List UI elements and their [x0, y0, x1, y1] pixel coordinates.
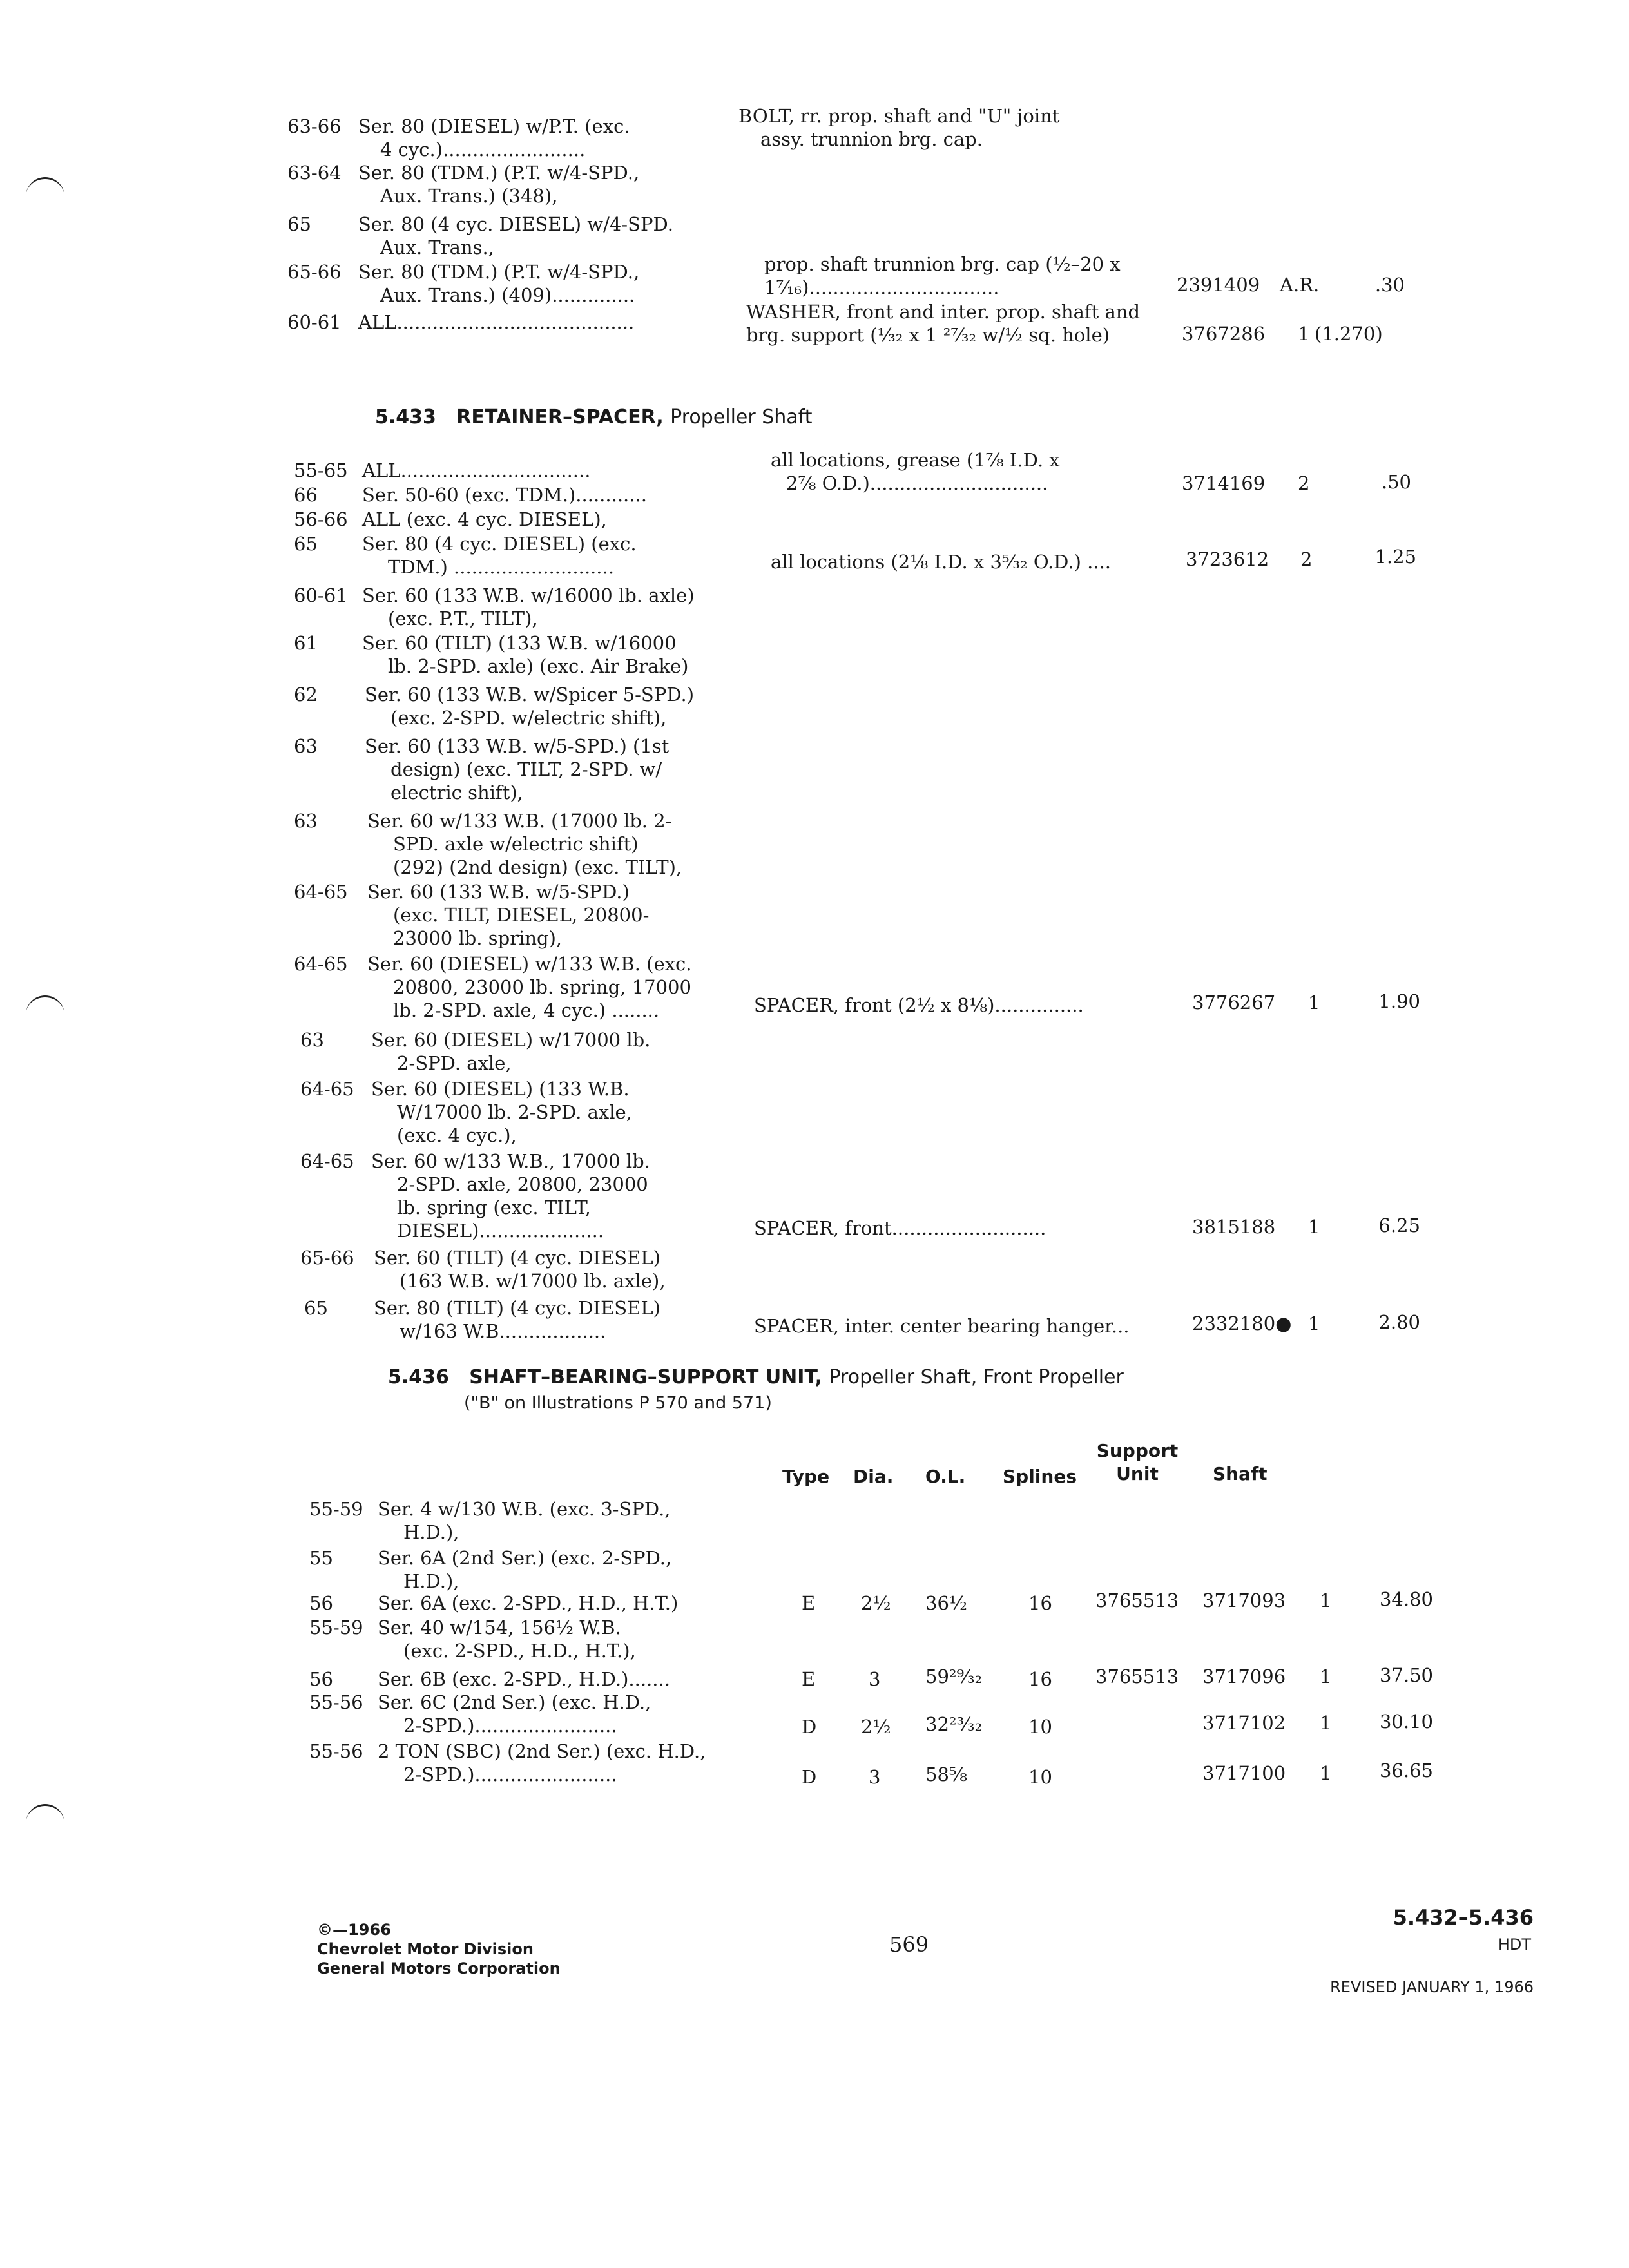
year-label: 63	[294, 735, 318, 757]
column-header-ol: O.L.	[925, 1466, 966, 1487]
quantity: 1	[1320, 1666, 1332, 1687]
year-label: 56	[309, 1592, 333, 1614]
page-number: 569	[889, 1932, 929, 1957]
part-description: WASHER, front and inter. prop. shaft and brg. support (¹⁄₃₂ x 1 ²⁷⁄₃₂ w/½ sq. hole)	[746, 301, 1141, 346]
column-header-shaft: Shaft	[1213, 1463, 1268, 1485]
shaft-value: 3717100	[1202, 1762, 1286, 1784]
application-text: Ser. 60 (133 W.B. w/Spicer 5-SPD.) (exc. 2-SPD. w/electric shift),	[365, 684, 695, 729]
year-label: 55-56	[309, 1740, 363, 1762]
price: (1.270)	[1315, 323, 1383, 345]
price: .30	[1374, 274, 1405, 296]
shaft-value: 3717096	[1202, 1666, 1286, 1687]
year-label: 63-66	[287, 115, 342, 137]
splines-value: 10	[1028, 1716, 1052, 1738]
quantity: 1	[1320, 1712, 1332, 1734]
part-description: SPACER, front (2½ x 8⅛)...............	[754, 994, 1084, 1016]
year-label: 63	[294, 810, 318, 832]
part-description: SPACER, inter. center bearing hanger...	[754, 1315, 1130, 1337]
price: 30.10	[1379, 1711, 1433, 1733]
part-description: prop. shaft trunnion brg. cap (½–20 x 1⁷⁄₁₆)................................	[764, 253, 1121, 298]
price: .50	[1381, 471, 1411, 493]
year-label: 65-66	[287, 261, 342, 283]
part-number: 2332180●	[1192, 1312, 1292, 1334]
application-text: Ser. 60 (TILT) (133 W.B. w/16000 lb. 2-SPD. axle) (exc. Air Brake)	[362, 632, 689, 677]
application-text: Ser. 80 (4 cyc. DIESEL) w/4-SPD. Aux. Trans.,	[358, 213, 673, 258]
year-label: 62	[294, 684, 318, 706]
section-subheading: ("B" on Illustrations P 570 and 571)	[464, 1393, 772, 1413]
ol-value: 32²³⁄₃₂	[925, 1713, 983, 1735]
catalog-code: HDT	[1498, 1936, 1531, 1954]
quantity: 1	[1308, 1216, 1320, 1238]
quantity: 1	[1320, 1762, 1332, 1784]
application-text: Ser. 60 (133 W.B. w/5-SPD.) (1st design) (exc. TILT, 2-SPD. w/ electric shift),	[365, 735, 670, 803]
application-text: Ser. 80 (TILT) (4 cyc. DIESEL) w/163 W.B..................	[374, 1297, 660, 1342]
application-text: Ser. 60 (133 W.B. w/5-SPD.) (exc. TILT, DIESEL, 20800- 23000 lb. spring),	[367, 881, 650, 949]
year-label: 56	[309, 1668, 333, 1690]
column-header-type: Type	[782, 1466, 830, 1487]
section-heading: 5.436 SHAFT–BEARING–SUPPORT UNIT, Propeller Shaft, Front Propeller	[388, 1366, 1124, 1389]
year-label: 64-65	[294, 953, 348, 975]
application-text: ALL................................	[362, 459, 591, 481]
shaft-value: 3717102	[1202, 1712, 1286, 1734]
price: 6.25	[1378, 1215, 1420, 1236]
quantity: 1	[1308, 992, 1320, 1014]
type-value: D	[802, 1766, 817, 1788]
year-label: 61	[294, 632, 318, 654]
year-label: 60-61	[294, 584, 348, 606]
quantity: 1	[1298, 323, 1310, 345]
application-text: Ser. 6C (2nd Ser.) (exc. H.D., 2-SPD.)........................	[378, 1691, 651, 1736]
part-number: 3723612	[1186, 548, 1269, 570]
column-header-support-unit: Support Unit	[1096, 1440, 1179, 1485]
type-value: E	[802, 1592, 816, 1614]
year-label: 65	[287, 213, 311, 235]
support-unit-value: 3765513	[1095, 1590, 1179, 1611]
application-text: Ser. 6A (2nd Ser.) (exc. 2-SPD., H.D.),	[378, 1547, 672, 1592]
application-text: Ser. 60 w/133 W.B., 17000 lb. 2-SPD. axle, 20800, 23000 lb. spring (exc. TILT, DIESEL).....................	[371, 1150, 650, 1242]
application-text: Ser. 6A (exc. 2-SPD., H.D., H.T.)	[378, 1592, 679, 1614]
splines-value: 16	[1028, 1592, 1052, 1614]
application-text: Ser. 80 (TDM.) (P.T. w/4-SPD., Aux. Trans.) (348),	[358, 162, 640, 207]
binder-hole-mark	[26, 177, 64, 198]
year-label: 63	[300, 1029, 324, 1051]
type-value: E	[802, 1668, 816, 1690]
application-text: Ser. 80 (TDM.) (P.T. w/4-SPD., Aux. Trans.) (409)..............	[358, 261, 640, 306]
binder-hole-mark	[26, 1804, 64, 1825]
part-number: 3767286	[1182, 323, 1266, 345]
year-label: 55-65	[294, 459, 348, 481]
year-label: 64-65	[300, 1150, 354, 1172]
application-text: Ser. 60 (133 W.B. w/16000 lb. axle) (exc. P.T., TILT),	[362, 584, 695, 629]
year-label: 64-65	[300, 1078, 354, 1100]
quantity: A.R.	[1280, 274, 1320, 296]
binder-hole-mark	[26, 995, 64, 1017]
application-text: Ser. 40 w/154, 156½ W.B. (exc. 2-SPD., H.D., H.T.),	[378, 1617, 636, 1662]
column-header-dia: Dia.	[853, 1466, 894, 1487]
part-number: 2391409	[1177, 274, 1260, 296]
application-text: Ser. 60 w/133 W.B. (17000 lb. 2- SPD. axle w/electric shift) (292) (2nd design) (exc. TILT),	[367, 810, 682, 878]
year-label: 63-64	[287, 162, 342, 184]
part-description: all locations, grease (1⁷⁄₈ I.D. x 2⁷⁄₈ O.D.)..............................	[771, 449, 1060, 494]
price: 37.50	[1379, 1664, 1433, 1686]
year-label: 55-59	[309, 1617, 363, 1639]
revision-date: REVISED JANUARY 1, 1966	[1330, 1978, 1534, 1996]
year-label: 55-59	[309, 1498, 363, 1520]
application-text: Ser. 80 (4 cyc. DIESEL) (exc. TDM.) ...........................	[362, 533, 637, 578]
copyright-block: ©—1966 Chevrolet Motor Division General Motors Corporation	[317, 1921, 561, 1977]
year-label: 65-66	[300, 1247, 354, 1269]
application-text: Ser. 50-60 (exc. TDM.)............	[362, 484, 647, 506]
application-text: Ser. 60 (TILT) (4 cyc. DIESEL) (163 W.B. w/17000 lb. axle),	[374, 1247, 666, 1292]
application-text: Ser. 60 (DIESEL) w/133 W.B. (exc. 20800, 23000 lb. spring, 17000 lb. 2-SPD. axle, 4 cyc.) ........	[367, 953, 692, 1021]
year-label: 55	[309, 1547, 333, 1569]
year-label: 64-65	[294, 881, 348, 903]
year-label: 56-66	[294, 508, 348, 530]
application-text: Ser. 6B (exc. 2-SPD., H.D.).......	[378, 1668, 670, 1690]
price: 36.65	[1379, 1760, 1433, 1782]
quantity: 2	[1298, 472, 1310, 494]
splines-value: 10	[1028, 1766, 1052, 1788]
application-text: Ser. 60 (DIESEL) w/17000 lb. 2-SPD. axle,	[371, 1029, 651, 1074]
year-label: 66	[294, 484, 318, 506]
year-label: 55-56	[309, 1691, 363, 1713]
section-heading: 5.433 RETAINER–SPACER, Propeller Shaft	[375, 406, 813, 428]
column-header-splines: Splines	[1003, 1466, 1077, 1487]
dia-value: 2½	[861, 1592, 891, 1614]
ol-value: 58⅝	[925, 1763, 968, 1785]
application-text: Ser. 60 (DIESEL) (133 W.B. W/17000 lb. 2-SPD. axle, (exc. 4 cyc.),	[371, 1078, 632, 1146]
support-unit-value: 3765513	[1095, 1666, 1179, 1687]
section-range: 5.432–5.436	[1393, 1905, 1534, 1930]
year-label: 65	[304, 1297, 328, 1319]
part-description: all locations (2⅛ I.D. x 3⁵⁄₃₂ O.D.) ....	[771, 551, 1112, 573]
application-text: Ser. 4 w/130 W.B. (exc. 3-SPD., H.D.),	[378, 1498, 671, 1543]
year-label: 60-61	[287, 311, 342, 333]
quantity: 1	[1320, 1590, 1332, 1611]
price: 1.25	[1374, 546, 1416, 568]
price: 2.80	[1378, 1311, 1420, 1333]
price: 34.80	[1379, 1588, 1433, 1610]
application-text: ALL........................................	[358, 311, 635, 333]
application-text: Ser. 80 (DIESEL) w/P.T. (exc. 4 cyc.)........................	[358, 115, 630, 160]
quantity: 2	[1300, 548, 1313, 570]
application-text: ALL (exc. 4 cyc. DIESEL),	[362, 508, 607, 530]
dia-value: 2½	[861, 1716, 891, 1738]
ol-value: 59²⁹⁄₃₂	[925, 1666, 983, 1687]
part-description: BOLT, rr. prop. shaft and "U" joint assy. trunnion brg. cap.	[738, 105, 1060, 150]
dia-value: 3	[869, 1766, 881, 1788]
part-number: 3714169	[1182, 472, 1266, 494]
part-number: 3776267	[1192, 992, 1276, 1014]
type-value: D	[802, 1716, 817, 1738]
ol-value: 36½	[925, 1592, 968, 1614]
application-text: 2 TON (SBC) (2nd Ser.) (exc. H.D., 2-SPD.)........................	[378, 1740, 706, 1785]
shaft-value: 3717093	[1202, 1590, 1286, 1611]
price: 1.90	[1378, 990, 1420, 1012]
part-description: SPACER, front..........................	[754, 1217, 1046, 1239]
dia-value: 3	[869, 1668, 881, 1690]
splines-value: 16	[1028, 1668, 1052, 1690]
quantity: 1	[1308, 1312, 1320, 1334]
part-number: 3815188	[1192, 1216, 1276, 1238]
year-label: 65	[294, 533, 318, 555]
